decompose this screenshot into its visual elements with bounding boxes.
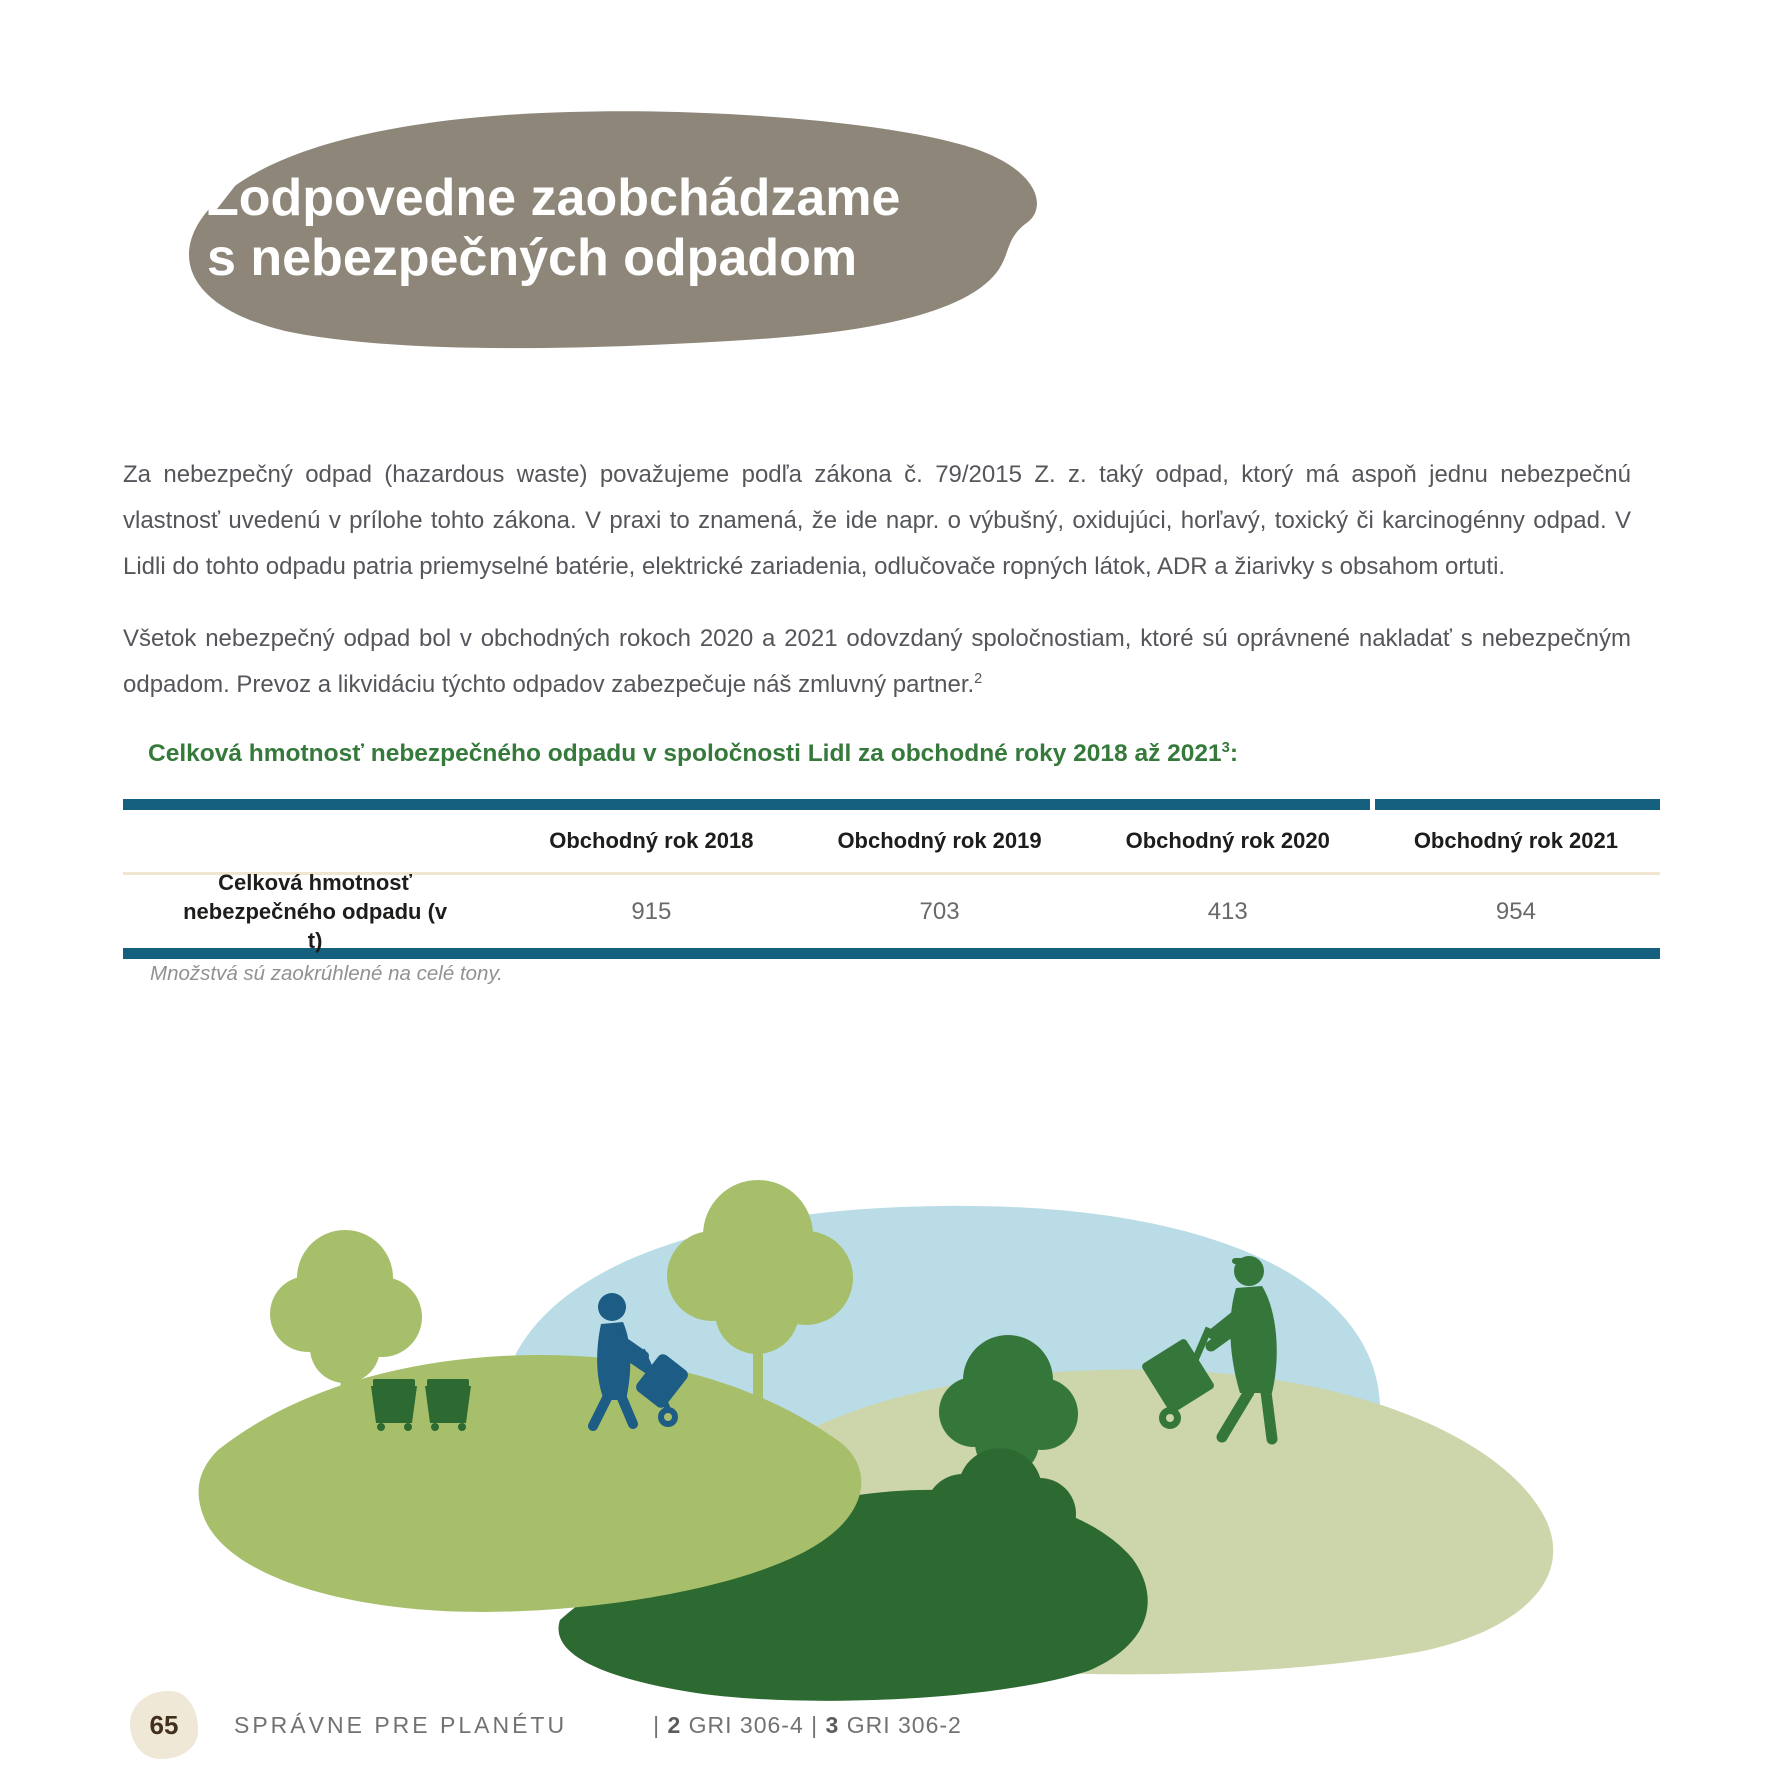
table-title xyxy=(148,740,1238,768)
table-value-2020: 413 xyxy=(1207,897,1248,925)
table-value-2018: 915 xyxy=(631,897,672,925)
gri-footnote-number: 3 xyxy=(825,1711,840,1738)
footer-gri-references xyxy=(653,1712,962,1739)
gri-separator: | xyxy=(653,1711,668,1738)
gri-separator: | xyxy=(811,1711,826,1738)
body-copy xyxy=(123,452,1631,734)
table-title-text: Celková hmotnosť nebezpečného odpadu v spoločnosti Lidl za obchodné roky 2018 až 2021 xyxy=(148,740,1222,767)
page-title-line2: s nebezpečných odpadom xyxy=(207,229,858,287)
table-header-2019: Obchodný rok 2019 xyxy=(837,828,1042,853)
page-number: 65 xyxy=(149,1709,179,1740)
paragraph-1: Za nebezpečný odpad (hazardous waste) považujeme podľa zákona č. 79/2015 Z. z. taký odpad, ktorý má aspoň jednu nebezpečnú vlastnosť uvedenú v prílohe tohto zákona. V praxi to znamená, že ide napr. o výbušný, oxidujúci, horľavý, toxický či karcinogénny odpad. V Lidli do tohto odpadu patria priemyselné batérie, elektrické zariadenia, odlučovače ropných látok, ADR a žiarivky s obsahom ortuti. xyxy=(123,461,1631,580)
hazardous-waste-table xyxy=(123,799,1660,959)
page-footer xyxy=(130,1690,962,1760)
table-title-colon: : xyxy=(1229,740,1238,767)
gri-footnote-number: 2 xyxy=(667,1711,682,1738)
paragraph-2-text: Všetok nebezpečný odpad bol v obchodných rokoch 2020 a 2021 odovzdaný spoločnostiam, ktoré sú oprávnené nakladať s nebezpečným odpadom. Prevoz a likvidáciu týchto odpadov zabezpečuje náš zmluvný partner. xyxy=(123,625,1631,698)
waste-collection-illustration xyxy=(0,1150,1785,1710)
page-header xyxy=(115,110,1045,355)
table-header-row xyxy=(123,810,1660,872)
gri-code: GRI 306-4 xyxy=(681,1711,812,1738)
table-top-border xyxy=(123,799,1660,810)
footer-section-label: SPRÁVNE PRE PLANÉTU xyxy=(234,1711,568,1738)
paragraph-2 xyxy=(123,616,1631,708)
table-note: Množstvá sú zaokrúhlené na celé tony. xyxy=(150,962,503,985)
footnote-ref-3: 3 xyxy=(1221,739,1230,756)
page-number-badge xyxy=(130,1691,198,1759)
table-row xyxy=(123,870,1660,953)
footnote-ref-2: 2 xyxy=(974,671,983,687)
table-value-2019: 703 xyxy=(919,897,960,925)
table-row-label: Celková hmotnosť nebezpečného odpadu (v t) xyxy=(183,870,448,953)
table-header-2020: Obchodný rok 2020 xyxy=(1125,828,1330,853)
page-title xyxy=(207,168,900,288)
gri-code: GRI 306-2 xyxy=(839,1711,962,1738)
table-header-2018: Obchodný rok 2018 xyxy=(549,828,754,853)
table-value-2021: 954 xyxy=(1495,897,1536,925)
table-header-2021: Obchodný rok 2021 xyxy=(1413,828,1618,853)
page-title-line1: Zodpovedne zaobchádzame xyxy=(207,169,901,227)
